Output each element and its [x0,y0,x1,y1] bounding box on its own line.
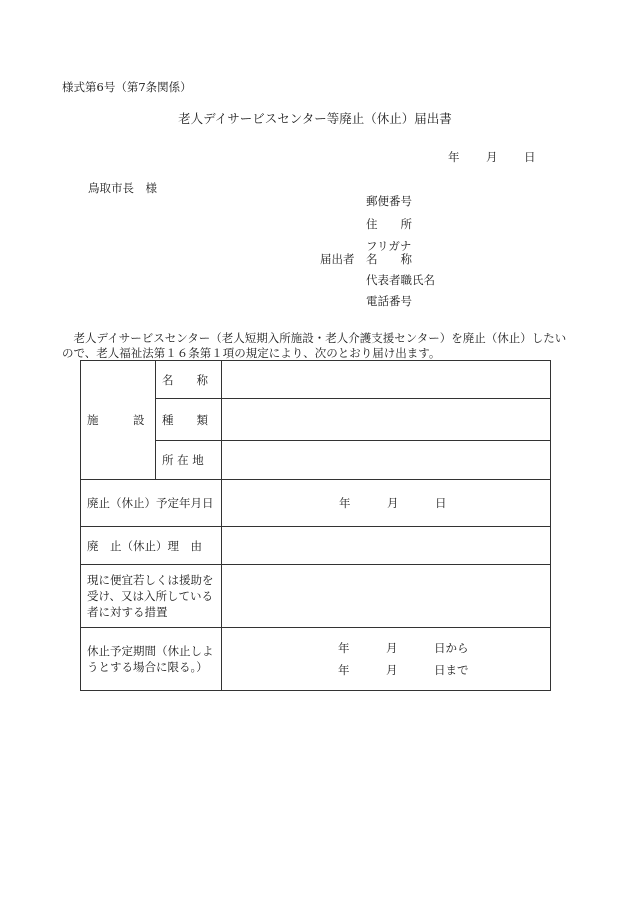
form-number: 様式第6号（第7条関係） [62,80,192,94]
document-title: 老人デイサービスセンター等廃止（休止）届出書 [178,111,452,126]
addressee: 鳥取市長 様 [88,181,157,195]
facility-label: 施 設 [81,361,156,480]
applicant-prefix: 届出者 [320,252,355,266]
planned-date-value[interactable] [222,480,551,527]
table-row [81,527,551,565]
period-to-year: 年 [338,663,350,677]
table-row [81,628,551,691]
furigana-label: フリガナ [366,239,412,253]
table-row [81,361,551,399]
reason-value[interactable] [222,527,551,565]
period-to [338,659,550,681]
facility-type-value[interactable] [222,399,551,441]
date-day: 日 [524,150,536,164]
period-to-month: 月 [386,663,398,677]
planned-date-day: 日 [435,496,447,510]
facility-location-value[interactable] [222,441,551,480]
period-from-month: 月 [386,641,398,655]
period-from-year: 年 [338,641,350,655]
period-label: 休止予定期間（休止しようとする場合に限る。） [81,628,222,691]
postal-code-label: 郵便番号 [366,194,412,208]
period-to-day: 日まで [434,663,469,677]
representative-label: 代表者職氏名 [366,273,435,287]
date-year: 年 [448,150,460,164]
planned-date-month: 月 [387,496,399,510]
facility-name-value[interactable] [222,361,551,399]
planned-date-year: 年 [339,496,351,510]
period-from-day: 日から [434,641,469,655]
notification-table [80,360,551,691]
measures-label: 現に便宜若しくは援助を受け、又は入所している者に対する措置 [81,565,222,628]
table-row [81,480,551,527]
intro-text: 老人デイサービスセンター（老人短期入所施設・老人介護支援センター）を廃止（休止）したいので、老人福祉法第１６条第１項の規定により、次のとおり届け出ます。 [62,331,567,360]
table-row [81,565,551,628]
period-from [338,637,550,659]
name-label: 名 称 [366,252,412,266]
facility-location-label: 所 在 地 [156,441,222,480]
measures-value[interactable] [222,565,551,628]
phone-label: 電話番号 [366,294,412,308]
planned-date-label: 廃止（休止）予定年月日 [81,480,222,527]
address-label: 住 所 [366,217,412,231]
reason-label: 廃 止（休止）理 由 [81,527,222,565]
submission-date [448,152,536,164]
period-value[interactable] [222,628,551,691]
facility-type-label: 種 類 [156,399,222,441]
facility-name-label: 名 称 [156,361,222,399]
date-month: 月 [486,150,498,164]
